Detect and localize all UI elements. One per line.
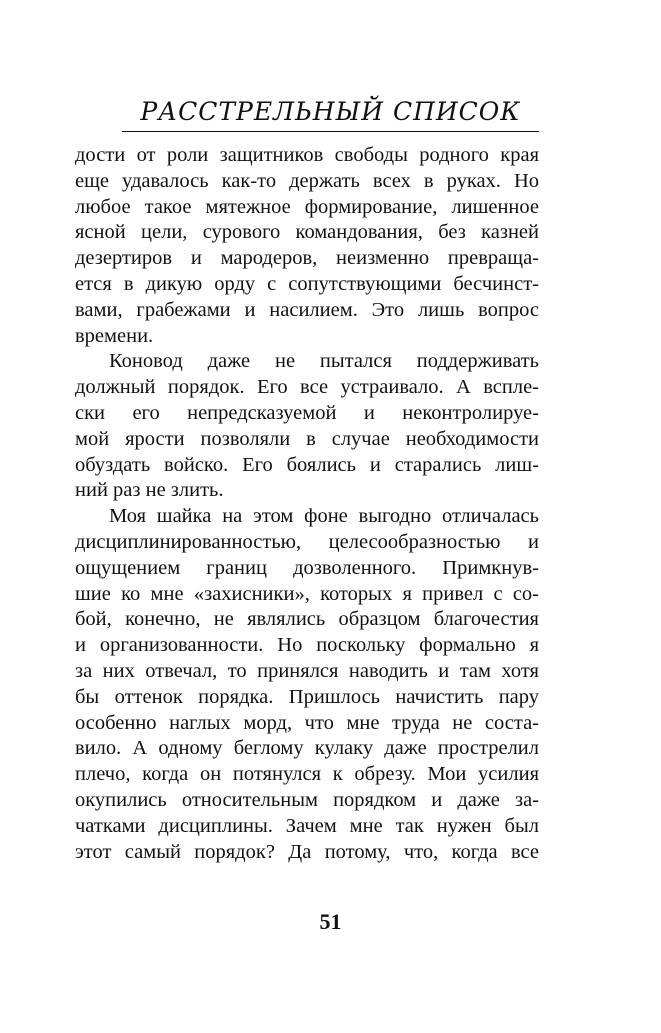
text-line: вами, грабежами и насилием. Это лишь вопрос: [75, 298, 539, 321]
text-line: любое такое мятежное формирование, лишенное: [75, 195, 539, 218]
text-line: ски его непредсказуемой и неконтролируе-: [75, 401, 539, 424]
text-line: особенно наглых морд, что мне труда не соста-: [75, 711, 539, 734]
text-line: ощущением границ дозволенного. Примкнув-: [75, 556, 539, 579]
text-line: и организованности. Но поскольку формально я: [75, 634, 539, 657]
text-line: еще удавалось как-то держать всех в руках. Но: [75, 169, 539, 192]
text-line: бой, конечно, не являлись образцом благочестия: [75, 608, 539, 631]
body-text: [75, 143, 539, 865]
text-line: дисциплинированностью, целесообразностью и: [75, 530, 539, 553]
paragraph-3: [75, 504, 539, 865]
text-line: Коновод даже не пытался поддерживать: [109, 350, 539, 373]
text-line: ется в дикую орду с сопутствующими бесчинст-: [75, 272, 539, 295]
paragraph-2: [75, 349, 539, 504]
paragraph-1: [75, 143, 539, 349]
text-line: мой ярости позволяли в случае необходимости: [75, 427, 539, 450]
text-line: обуздать войско. Его боялись и старались лиш-: [75, 453, 539, 476]
text-line: ясной цели, сурового командования, без казней: [75, 221, 539, 244]
text-line: за них отвечал, то принялся наводить и там хотя: [75, 659, 539, 682]
text-line: дезертиров и мародеров, неизменно превраща-: [75, 247, 539, 270]
text-line: должный порядок. Его все устраивало. А вспле-: [75, 376, 539, 399]
text-line: времени.: [75, 324, 154, 347]
text-line: чатками дисциплины. Зачем мне так нужен был: [75, 814, 539, 837]
text-line: бы оттенок порядка. Пришлось начистить пару: [75, 685, 539, 708]
text-line: плечо, когда он потянулся к обрезу. Мои усилия: [75, 763, 539, 786]
text-line: этот самый порядок? Да потому, что, когда все: [75, 840, 539, 863]
header-rule: [122, 131, 539, 132]
text-line: дости от роли защитников свободы родного края: [75, 144, 539, 166]
running-head-title: РАССТРЕЛЬНЫЙ СПИСОК: [140, 97, 521, 126]
text-line: Моя шайка на этом фоне выгодно отличалась: [109, 505, 539, 528]
page-number: 51: [319, 909, 342, 934]
text-line: вило. А одному беглому кулаку даже прострелил: [75, 737, 539, 760]
text-line: ний раз не злить.: [75, 479, 224, 502]
text-line: шие ко мне «захисники», которых я привел с со-: [75, 582, 539, 605]
text-line: окупились относительным порядком и даже за-: [75, 788, 539, 811]
